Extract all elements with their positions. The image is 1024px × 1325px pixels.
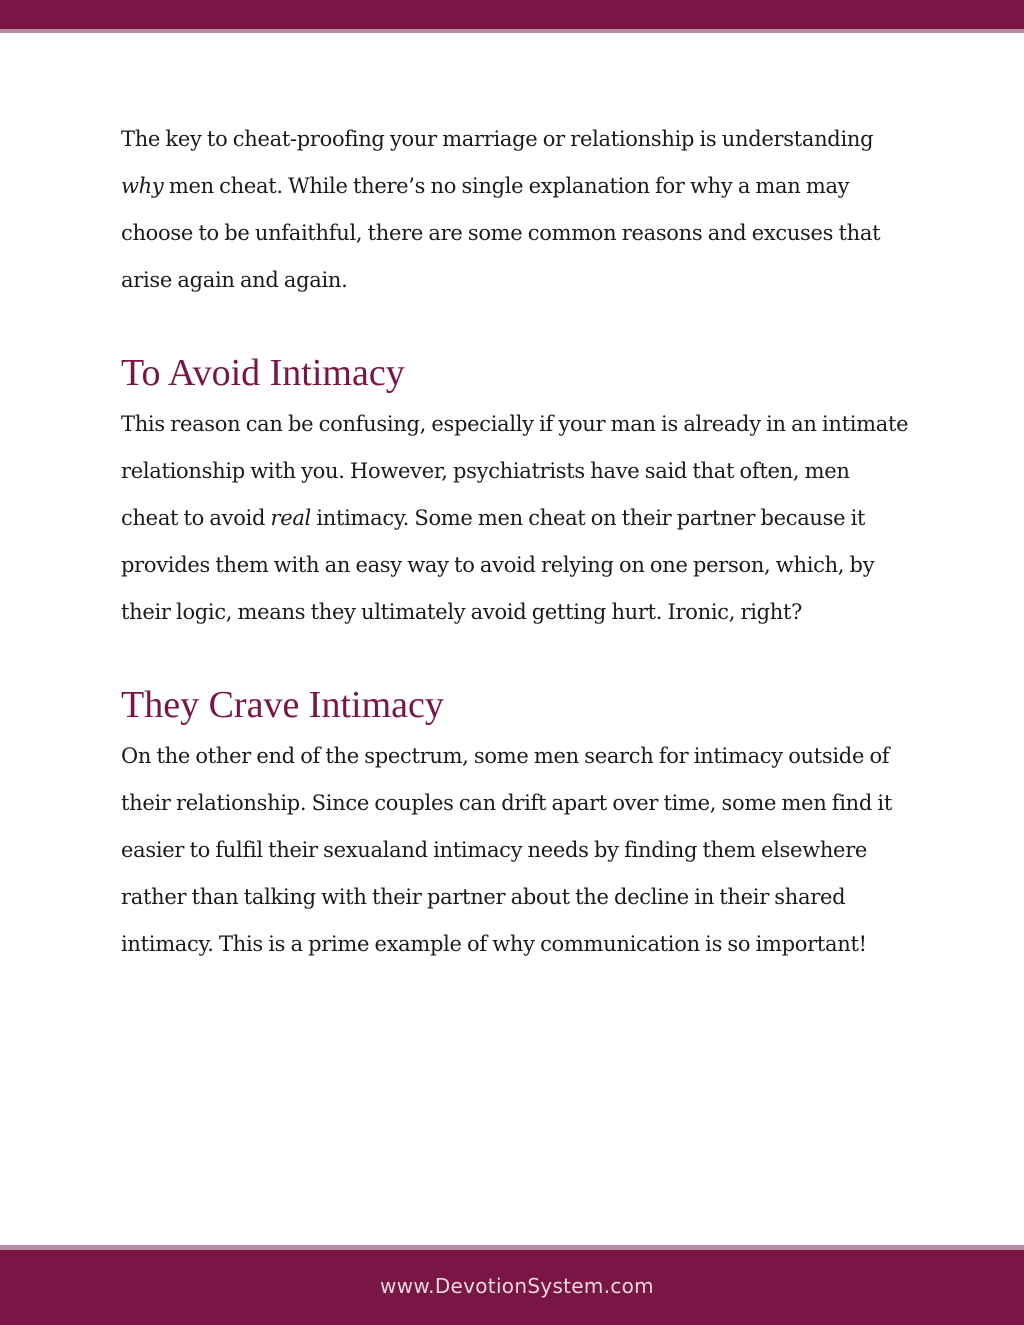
section-paragraph-avoid-intimacy [121,401,911,636]
intro-emphasis: why [121,174,164,198]
header-band [0,0,1024,29]
intro-paragraph [121,116,911,304]
footer-website-link[interactable]: www.DevotionSystem.com [380,1274,654,1298]
section-heading-avoid-intimacy: To Avoid Intimacy [121,352,405,394]
section1-emphasis: real [270,506,311,530]
intro-text-part: The key to cheat-proofing your marriage or relationship is understanding [121,127,874,151]
section1-text-part: This reason can be confusing, especially if your man is already in an intimate relationship with you. However, psychiatrists have said that often, men cheat to avoid [121,412,909,530]
section-paragraph-crave-intimacy: On the other end of the spectrum, some men search for intimacy outside of their relationship. Since couples can drift apart over time, some men find it easier to fulfil their sexualand intimacy needs by finding them elsewhere rather than talking with their partner about the decline in their shared intimacy. This is a prime example of why communication is so important! [121,744,892,956]
document-body [121,116,911,968]
intro-text-part: men cheat. While there’s no single explanation for why a man may choose to be unfaithful, there are some common reasons and excuses that arise again and again. [121,174,881,292]
section1-text-part: intimacy. Some men cheat on their partner because it provides them with an easy way to avoid relying on one person, which, by their logic, means they ultimately avoid getting hurt. Ironic, right? [121,506,875,624]
section-heading-crave-intimacy: They Crave Intimacy [121,684,444,726]
header-accent-line [0,29,1024,33]
